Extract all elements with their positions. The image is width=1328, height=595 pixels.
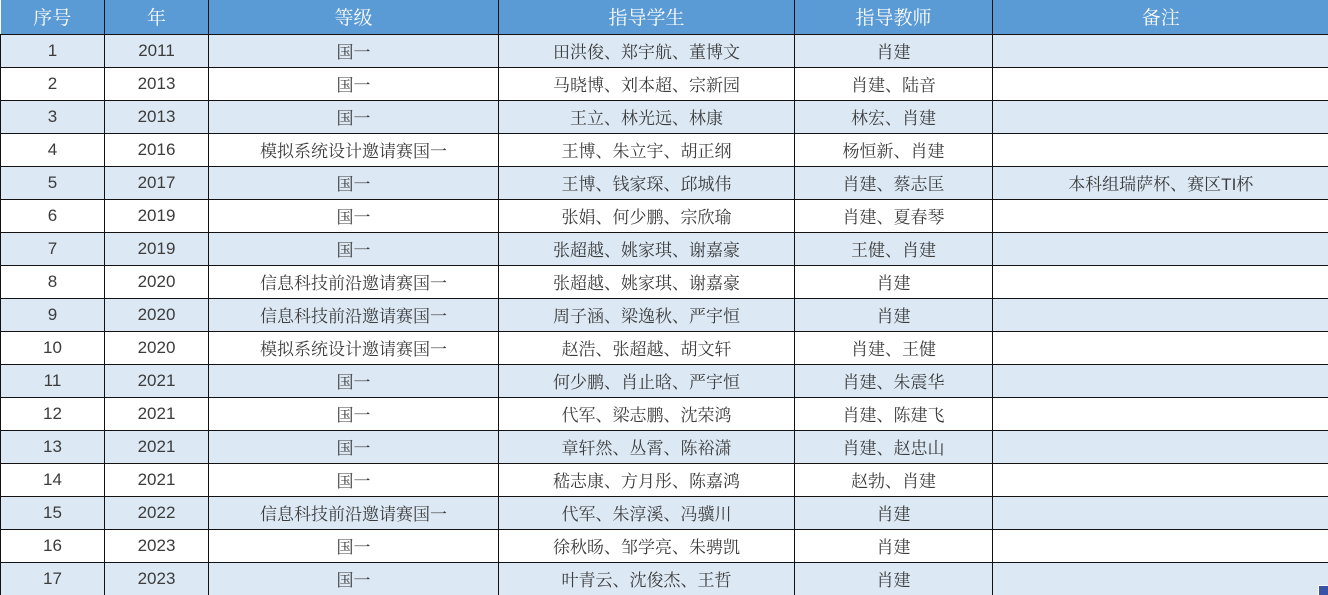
cell-year[interactable]: 2019	[105, 232, 209, 265]
cell-notes[interactable]	[993, 430, 1328, 463]
cell-index[interactable]: 2	[1, 67, 105, 100]
cell-index[interactable]: 8	[1, 265, 105, 298]
cell-teachers[interactable]: 王健、肖建	[795, 232, 993, 265]
cell-year[interactable]: 2020	[105, 298, 209, 331]
cell-index[interactable]: 10	[1, 331, 105, 364]
cell-level[interactable]: 模拟系统设计邀请赛国一	[209, 331, 499, 364]
cell-notes[interactable]	[993, 364, 1328, 397]
table-row	[1, 34, 1328, 67]
cell-index[interactable]: 11	[1, 364, 105, 397]
cell-teachers[interactable]: 赵勃、肖建	[795, 463, 993, 496]
cell-year[interactable]: 2021	[105, 364, 209, 397]
cell-level[interactable]: 国一	[209, 67, 499, 100]
cell-index[interactable]: 15	[1, 496, 105, 529]
cell-level[interactable]: 国一	[209, 34, 499, 67]
cell-year[interactable]: 2021	[105, 463, 209, 496]
cell-teachers[interactable]: 肖建、陆音	[795, 67, 993, 100]
cell-teachers[interactable]: 肖建	[795, 562, 993, 595]
cell-notes[interactable]	[993, 265, 1328, 298]
cell-level[interactable]: 信息科技前沿邀请赛国一	[209, 496, 499, 529]
cell-level[interactable]: 国一	[209, 397, 499, 430]
cell-level[interactable]: 国一	[209, 166, 499, 199]
cell-teachers[interactable]: 林宏、肖建	[795, 100, 993, 133]
column-header-teachers[interactable]: 指导教师	[795, 0, 993, 34]
cell-students[interactable]: 张超越、姚家琪、谢嘉豪	[499, 265, 795, 298]
table-row	[1, 562, 1328, 595]
cell-index[interactable]: 5	[1, 166, 105, 199]
table-row	[1, 496, 1328, 529]
cell-teachers[interactable]: 肖建	[795, 529, 993, 562]
cell-teachers[interactable]: 肖建	[795, 496, 993, 529]
cell-notes[interactable]	[993, 67, 1328, 100]
table-row	[1, 463, 1328, 496]
cell-year[interactable]: 2011	[105, 34, 209, 67]
cell-students[interactable]: 王博、钱家琛、邱城伟	[499, 166, 795, 199]
cell-level[interactable]: 国一	[209, 463, 499, 496]
column-header-notes[interactable]: 备注	[993, 0, 1328, 34]
cell-year[interactable]: 2019	[105, 199, 209, 232]
cell-students[interactable]: 何少鹏、肖止晗、严宇恒	[499, 364, 795, 397]
cell-teachers[interactable]: 肖建、蔡志匡	[795, 166, 993, 199]
table-row	[1, 298, 1328, 331]
cell-index[interactable]: 12	[1, 397, 105, 430]
table-row	[1, 67, 1328, 100]
cell-level[interactable]: 国一	[209, 529, 499, 562]
cell-notes[interactable]	[993, 529, 1328, 562]
cell-year[interactable]: 2016	[105, 133, 209, 166]
cell-level[interactable]: 国一	[209, 364, 499, 397]
cell-students[interactable]: 张娟、何少鹏、宗欣瑜	[499, 199, 795, 232]
table-row	[1, 133, 1328, 166]
table-row	[1, 430, 1328, 463]
cell-index[interactable]: 4	[1, 133, 105, 166]
cell-index[interactable]: 6	[1, 199, 105, 232]
cell-index[interactable]: 9	[1, 298, 105, 331]
table-row	[1, 232, 1328, 265]
cell-notes[interactable]	[993, 34, 1328, 67]
cell-notes[interactable]	[993, 199, 1328, 232]
cell-students[interactable]: 周子涵、梁逸秋、严宇恒	[499, 298, 795, 331]
cell-index[interactable]: 7	[1, 232, 105, 265]
cell-year[interactable]: 2023	[105, 529, 209, 562]
cell-level[interactable]: 信息科技前沿邀请赛国一	[209, 265, 499, 298]
cell-teachers[interactable]: 肖建、陈建飞	[795, 397, 993, 430]
cell-teachers[interactable]: 肖建、赵忠山	[795, 430, 993, 463]
table-row	[1, 397, 1328, 430]
cell-index[interactable]: 13	[1, 430, 105, 463]
cell-teachers[interactable]: 肖建	[795, 34, 993, 67]
selection-fill-handle[interactable]	[1318, 585, 1328, 595]
cell-level[interactable]: 国一	[209, 562, 499, 595]
cell-notes[interactable]: 本科组瑞萨杯、赛区TI杯	[993, 166, 1328, 199]
cell-year[interactable]: 2021	[105, 397, 209, 430]
cell-students[interactable]: 章轩然、丛霄、陈裕潇	[499, 430, 795, 463]
cell-teachers[interactable]: 肖建、王健	[795, 331, 993, 364]
cell-teachers[interactable]: 肖建	[795, 298, 993, 331]
cell-index[interactable]: 1	[1, 34, 105, 67]
cell-students[interactable]: 王立、林光远、林康	[499, 100, 795, 133]
cell-notes[interactable]	[993, 133, 1328, 166]
table-row	[1, 100, 1328, 133]
cell-notes[interactable]	[993, 298, 1328, 331]
cell-teachers[interactable]: 肖建、朱震华	[795, 364, 993, 397]
cell-notes[interactable]	[993, 562, 1328, 595]
cell-level[interactable]: 国一	[209, 232, 499, 265]
cell-year[interactable]: 2013	[105, 67, 209, 100]
cell-students[interactable]: 叶青云、沈俊杰、王哲	[499, 562, 795, 595]
cell-level[interactable]: 信息科技前沿邀请赛国一	[209, 298, 499, 331]
cell-year[interactable]: 2023	[105, 562, 209, 595]
column-header-index[interactable]: 序号	[1, 0, 105, 34]
table-row	[1, 199, 1328, 232]
cell-index[interactable]: 3	[1, 100, 105, 133]
cell-level[interactable]: 模拟系统设计邀请赛国一	[209, 133, 499, 166]
table-header-row	[1, 0, 1328, 34]
table-row	[1, 166, 1328, 199]
cell-students[interactable]: 代军、朱淳溪、冯骥川	[499, 496, 795, 529]
cell-notes[interactable]	[993, 100, 1328, 133]
cell-year[interactable]: 2013	[105, 100, 209, 133]
cell-notes[interactable]	[993, 397, 1328, 430]
column-header-students[interactable]: 指导学生	[499, 0, 795, 34]
cell-index[interactable]: 14	[1, 463, 105, 496]
table-row	[1, 265, 1328, 298]
table-row	[1, 331, 1328, 364]
cell-teachers[interactable]: 杨恒新、肖建	[795, 133, 993, 166]
cell-notes[interactable]	[993, 496, 1328, 529]
cell-level[interactable]: 国一	[209, 430, 499, 463]
cell-year[interactable]: 2021	[105, 430, 209, 463]
cell-notes[interactable]	[993, 331, 1328, 364]
cell-teachers[interactable]: 肖建、夏春琴	[795, 199, 993, 232]
cell-students[interactable]: 赵浩、张超越、胡文轩	[499, 331, 795, 364]
cell-year[interactable]: 2020	[105, 265, 209, 298]
table-row	[1, 364, 1328, 397]
column-header-year[interactable]: 年	[105, 0, 209, 34]
column-header-level[interactable]: 等级	[209, 0, 499, 34]
cell-year[interactable]: 2020	[105, 331, 209, 364]
cell-students[interactable]: 田洪俊、郑宇航、董博文	[499, 34, 795, 67]
table-row	[1, 529, 1328, 562]
cell-students[interactable]: 徐秋旸、邹学亮、朱骋凯	[499, 529, 795, 562]
cell-students[interactable]: 张超越、姚家琪、谢嘉豪	[499, 232, 795, 265]
cell-notes[interactable]	[993, 463, 1328, 496]
cell-year[interactable]: 2022	[105, 496, 209, 529]
cell-students[interactable]: 王博、朱立宇、胡正纲	[499, 133, 795, 166]
cell-students[interactable]: 代军、梁志鹏、沈荣鸿	[499, 397, 795, 430]
cell-index[interactable]: 16	[1, 529, 105, 562]
cell-level[interactable]: 国一	[209, 100, 499, 133]
cell-notes[interactable]	[993, 232, 1328, 265]
cell-year[interactable]: 2017	[105, 166, 209, 199]
cell-students[interactable]: 嵇志康、方月彤、陈嘉鸿	[499, 463, 795, 496]
cell-level[interactable]: 国一	[209, 199, 499, 232]
cell-students[interactable]: 马晓博、刘本超、宗新园	[499, 67, 795, 100]
cell-index[interactable]: 17	[1, 562, 105, 595]
cell-teachers[interactable]: 肖建	[795, 265, 993, 298]
table-body	[1, 34, 1328, 595]
